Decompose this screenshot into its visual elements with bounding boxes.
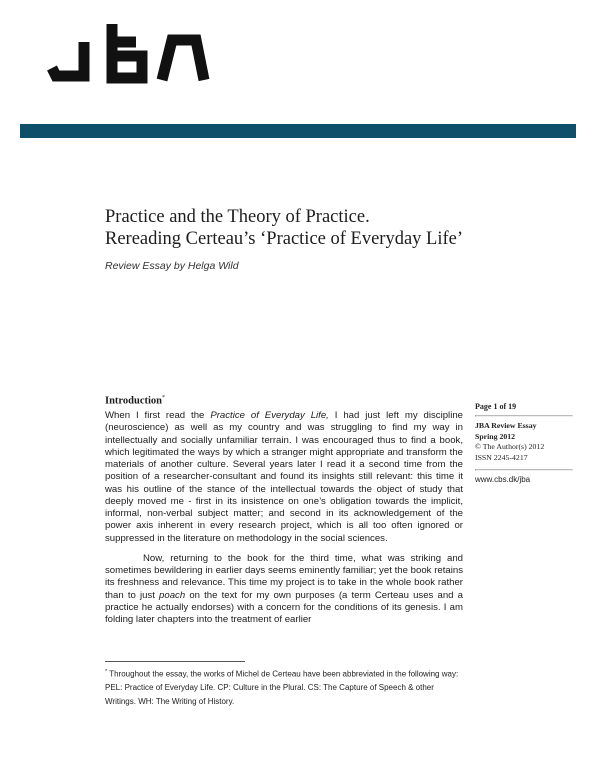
journal-name: JBA Review Essay: [475, 421, 537, 430]
paragraph-2: [105, 553, 463, 627]
p1-text-a: When I first read the: [105, 410, 211, 421]
article-title: [105, 206, 545, 250]
section-heading-text: Introduction: [105, 395, 162, 407]
p2-emphasis: poach: [159, 589, 186, 601]
logo-text: JBA: [44, 16, 46, 17]
copyright: © The Author(s) 2012: [475, 442, 545, 451]
sidebar-info: [475, 401, 573, 484]
journal-url[interactable]: www.cbs.dk/jba: [475, 475, 531, 484]
paragraph-1: [105, 410, 463, 545]
page-number: Page 1 of 19: [475, 402, 517, 411]
journal-info: [475, 417, 573, 469]
footnote-rule: [105, 661, 245, 662]
title-line-2: Rereading Certeau’s ‘Practice of Everyday Life’: [105, 229, 464, 249]
byline: Review Essay by Helga Wild: [105, 260, 239, 272]
section-heading: [105, 395, 165, 407]
issn: ISSN 2245-4217: [475, 452, 528, 462]
p1-text-b: I had just left my discipline (neuroscience) as well as my country and was struggling to find my way in intellectually and socially unfamiliar terrain. I was encouraged thus to find a book, which legitimated the ways by which a stranger might appropriate and transform the materials of another culture. Several years later I read it a second time from the position of a researcher-consultant and found its insights still relevant: this time it was his outline of the stance of the intellectual towards the object of study that deeply moved me - first in its insistence on one’s obligation towards the implicit, informal, non-verbal subject matter; and second in its acknowledgement of the power axis inherent in every research project, which is all too often ignored or suppressed in the literature on methodology in the social sciences.: [105, 410, 463, 544]
p1-book-title: Practice of Everyday Life,: [210, 410, 329, 421]
body-text: [105, 410, 463, 626]
footnote: [105, 666, 463, 708]
journal-issue: Spring 2012: [475, 431, 516, 441]
p2-text-a: Now, returning to the book for the third time, what was striking and sometimes bewildering in earlier days seems eminently familiar; yet the book retains its freshness and relevance. This time my project is to take in the whole book rather than to just: [105, 552, 463, 601]
jba-logo-mark: [44, 16, 214, 90]
header-band: [20, 124, 576, 138]
jba-logo: [44, 16, 214, 90]
footnote-ref: *: [162, 395, 165, 401]
p2-text-b: on the text for my own purposes (a term Certeau uses and a practice he actually endorses) with a concern for the conditions of its genesis. I am folding later chapters into the treatment of earlier: [105, 589, 463, 625]
footnote-marker: *: [105, 669, 108, 675]
title-line-1: Practice and the Theory of Practice.: [105, 207, 370, 227]
footnote-text: Throughout the essay, the works of Michel de Certeau have been abbreviated in the following way: PEL: Practice of Everyday Life. CP: Culture in the Plural. CS: The Capture of Speech & other Writings. WH: The Writing of History.: [105, 669, 459, 706]
